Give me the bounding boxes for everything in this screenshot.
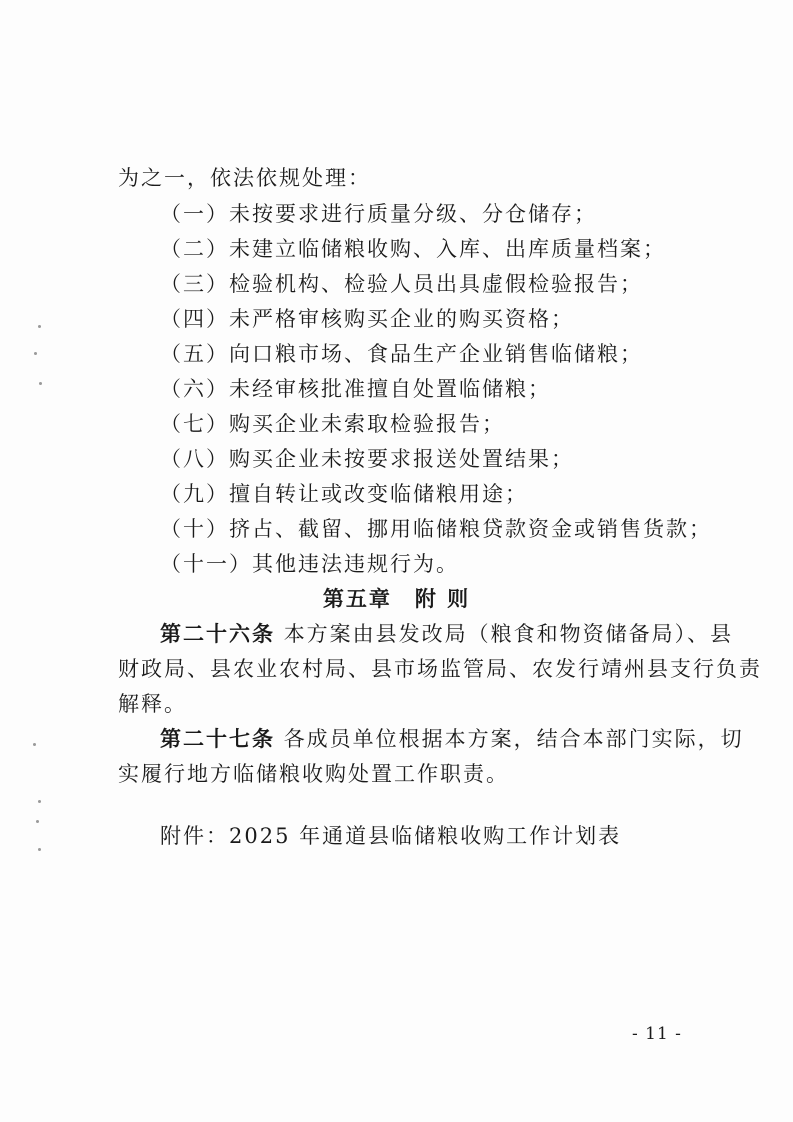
scan-speck (38, 848, 41, 851)
list-item: （一）未按要求进行质量分级、分仓储存； (160, 202, 597, 226)
chapter-title: 第五章 附 则 (322, 587, 471, 611)
list-item: （八）购买企业未按要求报送处置结果； (160, 447, 574, 471)
scan-speck (33, 743, 36, 746)
scan-speck (39, 382, 42, 385)
list-item: （三）检验机构、检验人员出具虚假检验报告； (160, 272, 643, 296)
article-26-lead: 第二十六条 (160, 622, 275, 646)
list-item: （二）未建立临储粮收购、入库、出库质量档案； (160, 237, 666, 261)
list-item: （四）未严格审核购买企业的购买资格； (160, 307, 574, 331)
article-26-text: 本方案由县发改局（粮食和物资储备局）、县 (283, 622, 734, 646)
article-26-line: 财政局、县农业农村局、县市场监管局、农发行靖州县支行负责 (118, 657, 762, 681)
list-item: （五）向口粮市场、食品生产企业销售临储粮； (160, 342, 643, 366)
article-27-line: 实履行地方临储粮收购处置工作职责。 (118, 762, 509, 786)
article-27-text: 各成员单位根据本方案，结合本部门实际，切 (283, 727, 744, 751)
scan-speck (38, 800, 41, 803)
article-27-lead: 第二十七条 (160, 727, 275, 751)
scan-speck (36, 820, 39, 823)
page-number: - 11 - (632, 1024, 682, 1044)
list-item: （十一）其他违法违规行为。 (160, 552, 459, 576)
article-27-line (160, 725, 744, 753)
list-item: （六）未经审核批准擅自处置临储粮； (160, 377, 551, 401)
scan-speck (34, 352, 37, 355)
list-item: （七）购买企业未索取检验报告； (160, 412, 505, 436)
article-26-line: 解释。 (118, 692, 187, 716)
attachment-note: 附件：2025 年通道县临储粮收购工作计划表 (160, 824, 622, 848)
scan-speck (38, 325, 41, 328)
article-26-line (160, 620, 733, 648)
list-item: （九）擅自转让或改变临储粮用途； (160, 482, 528, 506)
continuation-text: 为之一，依法依规处理： (118, 166, 371, 190)
list-item: （十）挤占、截留、挪用临储粮贷款资金或销售货款； (160, 517, 712, 541)
